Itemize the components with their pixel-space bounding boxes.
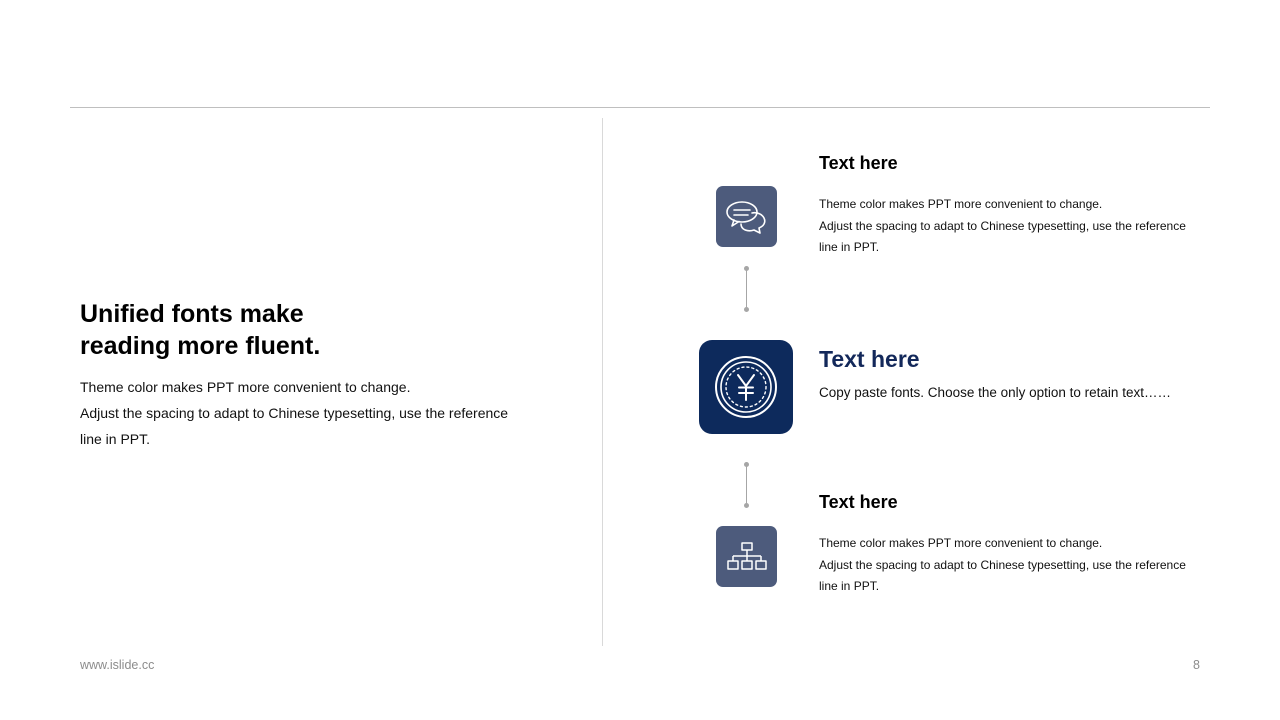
- main-body-line1: Theme color makes PPT more convenient to change.: [80, 379, 411, 395]
- main-heading-line2: reading more fluent.: [80, 332, 321, 360]
- item-2-body: [819, 383, 1199, 403]
- item-3-body-line2: Adjust the spacing to adapt to Chinese typesetting, use the reference line in PPT.: [819, 557, 1186, 593]
- page-number: 8: [1193, 658, 1200, 672]
- chat-bubbles-icon: [716, 186, 777, 247]
- item-2-body-line1: Copy paste fonts. Choose the only option to retain text……: [819, 385, 1171, 400]
- item-1-title: Text here: [819, 153, 898, 173]
- main-body-text: [80, 374, 532, 452]
- yen-coin-icon: [699, 340, 793, 434]
- left-text-block: [80, 298, 532, 452]
- main-heading-line1: Unified fonts make: [80, 300, 304, 328]
- vertical-divider: [602, 118, 603, 646]
- org-chart-icon: [716, 526, 777, 587]
- item-2-title: Text here: [819, 346, 920, 372]
- connector-line-1: [746, 266, 748, 312]
- item-3-body-line1: Theme color makes PPT more convenient to change.: [819, 536, 1103, 550]
- main-body-line2: Adjust the spacing to adapt to Chinese typesetting, use the reference line in PPT.: [80, 405, 509, 447]
- connector-line-2: [746, 462, 748, 508]
- main-heading: [80, 298, 532, 362]
- item-1-body-line2: Adjust the spacing to adapt to Chinese typesetting, use the reference line in PPT.: [819, 218, 1186, 254]
- footer-url[interactable]: www.islide.cc: [80, 658, 155, 672]
- item-3-title: Text here: [819, 492, 898, 512]
- item-1-body: [819, 194, 1199, 259]
- item-1-body-line1: Theme color makes PPT more convenient to change.: [819, 197, 1103, 211]
- top-divider: [70, 107, 1210, 108]
- item-3-body: [819, 533, 1199, 598]
